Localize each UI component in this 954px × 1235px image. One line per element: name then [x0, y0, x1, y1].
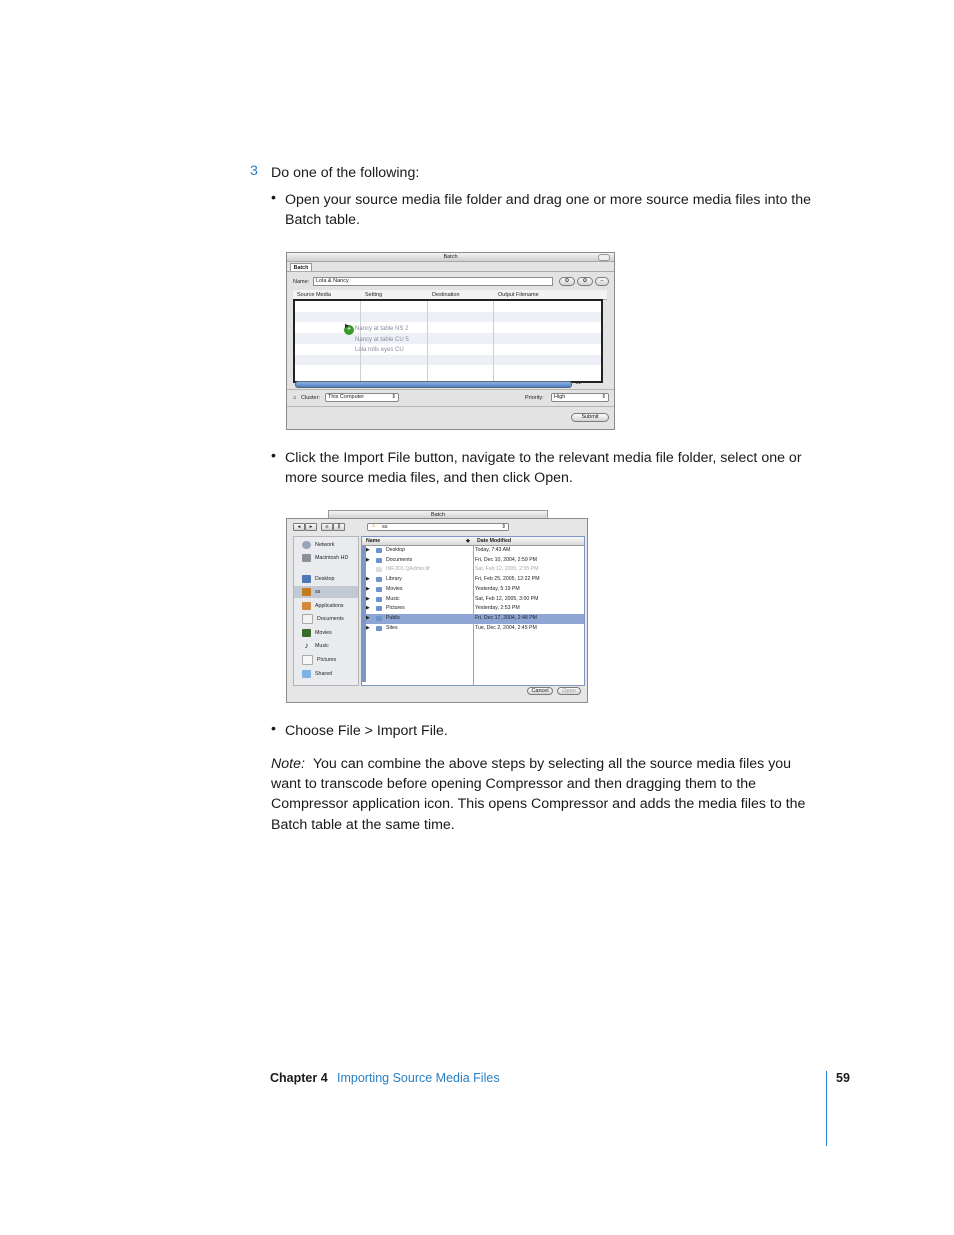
hard-drive-icon: [302, 554, 311, 562]
home-icon: ⌂: [372, 523, 376, 529]
file-name: Documents: [386, 556, 413, 563]
disclosure-triangle-icon[interactable]: ▶: [366, 576, 370, 583]
applications-icon: [302, 602, 311, 610]
sidebar-label: Network: [315, 542, 335, 548]
home-icon: [302, 588, 311, 596]
col-date-modified[interactable]: Date Modified: [477, 538, 512, 544]
disclosure-triangle-icon[interactable]: ▶: [366, 624, 370, 631]
settings-action-button[interactable]: ⚙: [559, 277, 575, 286]
file-date: Sat, Feb 12, 2005, 2:55 PM: [475, 566, 539, 573]
sidebar-label: Macintosh HD: [315, 555, 349, 561]
toolbar-toggle-icon: [598, 254, 610, 261]
file-name: Desktop: [386, 547, 406, 553]
footer-chapter: Chapter 4: [270, 1071, 328, 1085]
scroll-arrows-icon[interactable]: ◂ ▸: [575, 380, 582, 386]
music-note-icon: ♪: [304, 640, 309, 650]
sidebar-label: Desktop: [315, 576, 335, 582]
pointer-cursor-icon: ▸: [345, 321, 350, 330]
bullet-1-line-1: Open your source media file folder and drag one or more source media files into the: [285, 192, 812, 208]
page-number: 59: [836, 1071, 850, 1085]
disclosure-triangle-icon[interactable]: ▶: [366, 595, 370, 602]
dragged-file-list: [355, 324, 409, 356]
footer-divider: [287, 406, 614, 407]
sidebar-item-movies[interactable]: [302, 627, 332, 639]
gear-menu-button[interactable]: ⚙: [577, 277, 593, 286]
shared-folder-icon: [302, 670, 311, 678]
sidebar-label: Pictures: [317, 657, 337, 663]
desktop-icon: [302, 575, 311, 583]
sidebar-item-home[interactable]: [294, 586, 358, 598]
note-line-2: want to transcode before opening Compressor and then dragging them to the: [271, 776, 757, 792]
file-row[interactable]: [362, 614, 584, 624]
name-label: Name:: [293, 279, 310, 285]
sidebar-label: Applications: [315, 603, 344, 609]
file-date: Fri, Dec 17, 2004, 2:48 PM: [475, 614, 537, 621]
folder-icon: [376, 616, 382, 621]
sidebar-item-shared[interactable]: [302, 668, 332, 680]
col-output-filename: Output Filename: [498, 292, 539, 298]
lock-icon: ⌂: [293, 395, 297, 401]
remove-button[interactable]: –: [595, 277, 609, 286]
pictures-icon: [302, 655, 313, 665]
file-name: INF.301.QAdmin.tif: [386, 566, 430, 573]
step-number: 3: [250, 163, 258, 179]
bullet-symbol: •: [271, 190, 276, 206]
file-icon: [376, 567, 382, 572]
list-header: [362, 537, 584, 546]
batch-name-field[interactable]: [313, 277, 553, 286]
sidebar-item-applications[interactable]: [302, 600, 344, 612]
file-row[interactable]: [362, 575, 584, 585]
file-date: Tue, Dec 2, 2004, 2:45 PM: [475, 624, 537, 631]
file-row[interactable]: [362, 556, 584, 566]
tab-batch[interactable]: Batch: [290, 263, 312, 272]
folder-icon: [376, 606, 382, 611]
list-view-button[interactable]: ≡: [321, 523, 333, 531]
cluster-popup[interactable]: [325, 393, 399, 402]
popup-arrows-icon: ⇕: [501, 524, 506, 530]
bullet-3-text: Choose File > Import File.: [285, 723, 448, 739]
disclosure-triangle-icon[interactable]: ▶: [366, 547, 370, 553]
note-line-1: [271, 754, 831, 774]
file-date: Yesterday, 5:19 PM: [475, 585, 520, 592]
bottom-divider: [287, 389, 614, 390]
file-name: Movies: [386, 585, 403, 592]
open-button[interactable]: Open: [557, 687, 581, 695]
popup-arrows-icon: ⇕: [391, 394, 396, 400]
sidebar-item-macintosh-hd[interactable]: [302, 552, 348, 564]
movies-icon: [302, 629, 311, 637]
popup-arrows-icon: ⇕: [601, 394, 606, 400]
sidebar-item-network[interactable]: [302, 539, 334, 551]
file-row[interactable]: [362, 595, 584, 605]
location-popup[interactable]: [367, 523, 509, 531]
note-line-4: Batch table at the same time.: [271, 817, 455, 833]
file-row[interactable]: [362, 604, 584, 614]
submit-button[interactable]: Submit: [571, 413, 609, 422]
column-view-button[interactable]: ⫼: [333, 523, 345, 531]
folder-icon: [376, 626, 382, 631]
background-window-title: Batch: [430, 512, 446, 518]
priority-value: High: [554, 394, 566, 400]
dragged-file: Lola rolls eyes CU: [355, 347, 404, 353]
sort-indicator-icon: ◆: [466, 538, 470, 544]
col-setting: Setting: [365, 292, 383, 298]
file-row[interactable]: [362, 624, 584, 634]
note-label: Note:: [271, 756, 305, 772]
document-icon: [302, 614, 313, 624]
file-list: [362, 546, 584, 646]
sidebar-item-pictures[interactable]: [302, 654, 336, 666]
batch-name-value: Lola & Nancy: [316, 278, 349, 284]
file-name: Sites: [386, 624, 398, 631]
note-line-3: Compressor application icon. This opens Compressor and adds the media files to the: [271, 796, 806, 812]
cluster-label: Cluster:: [301, 395, 320, 401]
list-left-edge: [362, 546, 366, 682]
sidebar-label: Music: [315, 643, 329, 649]
cancel-button[interactable]: Cancel: [527, 687, 553, 695]
sidebar-label: Documents: [317, 616, 344, 622]
file-date: Today, 7:43 AM: [475, 547, 511, 553]
sidebar-label: Shared: [315, 671, 333, 677]
sidebar-item-documents[interactable]: [302, 613, 344, 625]
forward-button[interactable]: ▸: [305, 523, 317, 531]
file-browser: [361, 536, 585, 686]
file-name: Pictures: [386, 605, 405, 612]
file-name: Library: [386, 576, 402, 583]
bullet-symbol: •: [271, 721, 276, 737]
batch-table-drop-area[interactable]: [293, 299, 603, 383]
batch-titlebar: [287, 253, 614, 262]
folder-icon: [376, 548, 382, 553]
col-source-media: Source Media: [297, 292, 331, 298]
file-name: Music: [386, 595, 400, 602]
file-date: Fri, Feb 25, 2005, 12:22 PM: [475, 576, 540, 583]
file-name: Public: [386, 614, 401, 621]
batch-window-screenshot: [286, 252, 615, 430]
location-value: ss: [382, 524, 388, 530]
batch-window-title: Batch: [443, 254, 458, 260]
disclosure-triangle-icon[interactable]: ▶: [366, 614, 370, 621]
open-panel-screenshot: [286, 518, 588, 703]
sidebar-item-music[interactable]: [302, 640, 329, 652]
note-line-1-text: You can combine the above steps by selecting all the source media files you: [312, 756, 792, 772]
col-destination: Destination: [432, 292, 460, 298]
sidebar-label: ss: [315, 589, 321, 595]
step-text: Do one of the following:: [271, 165, 420, 181]
disclosure-triangle-icon[interactable]: ▶: [366, 556, 370, 563]
disclosure-triangle-icon[interactable]: ▶: [366, 585, 370, 592]
bullet-2-line-2: more source media files, and then click Open.: [285, 470, 573, 486]
sidebar-label: Movies: [315, 630, 332, 636]
dragged-file: Nancy at table CU 5: [355, 336, 409, 343]
sidebar: [293, 536, 359, 686]
bullet-2-line-1: Click the Import File button, navigate to the relevant media file folder, select one or: [285, 450, 802, 466]
cluster-value: This Computer: [328, 394, 365, 400]
footer-rule: [826, 1071, 827, 1146]
footer-chapter-title[interactable]: Importing Source Media Files: [337, 1071, 500, 1085]
file-row[interactable]: [362, 546, 584, 556]
folder-icon: [376, 558, 382, 563]
folder-icon: [376, 597, 382, 602]
file-row[interactable]: [362, 585, 584, 595]
bullet-1-line-2: Batch table.: [285, 212, 360, 228]
bullet-symbol: •: [271, 448, 276, 464]
file-date: Sat, Feb 12, 2005, 3:00 PM: [475, 595, 539, 602]
disclosure-triangle-icon[interactable]: ▶: [366, 605, 370, 612]
file-row[interactable]: [362, 565, 584, 575]
back-button[interactable]: ◂: [293, 523, 305, 531]
dragged-file: Nancy at table NS 2: [355, 326, 409, 332]
priority-label: Priority:: [525, 395, 544, 401]
col-name[interactable]: Name: [366, 538, 381, 544]
folder-icon: [376, 577, 382, 582]
file-date: Fri, Dec 10, 2004, 2:59 PM: [475, 556, 537, 563]
network-icon: [302, 541, 311, 549]
tab-divider: [287, 271, 614, 272]
folder-icon: [376, 587, 382, 592]
horizontal-scrollbar[interactable]: [295, 381, 572, 388]
priority-popup[interactable]: [551, 393, 609, 402]
file-date: Yesterday, 2:53 PM: [475, 605, 520, 612]
add-plus-icon: +: [344, 325, 354, 335]
sidebar-item-desktop[interactable]: [302, 573, 334, 585]
